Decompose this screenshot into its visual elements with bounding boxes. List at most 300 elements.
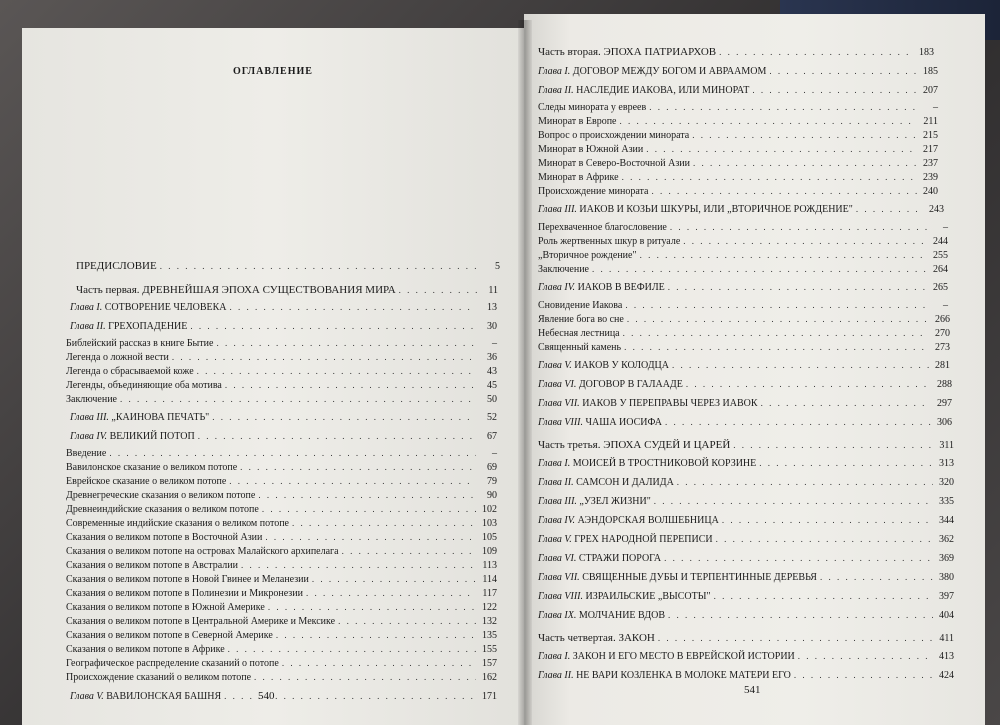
toc-entry-text: Сказания о великом потопе в Центральной Америке и Мексике (66, 616, 336, 627)
toc-entry (538, 328, 950, 339)
toc-entry-text: ЗАКОН И ЕГО МЕСТО В ЕВРЕЙСКОЙ ИСТОРИИ (572, 651, 795, 662)
dot-leader (120, 394, 476, 404)
toc-entry-title (66, 490, 255, 501)
toc-entry-text: ГРЕХОПАДЕНИЕ (108, 321, 188, 332)
toc-entry-title (66, 630, 273, 641)
toc-entry-text: Сновидение Иакова (538, 300, 623, 311)
toc-entry-title (66, 658, 279, 669)
toc-entry-text: Перехваченное благословение (538, 222, 667, 233)
toc-entry-title (66, 380, 222, 391)
toc-entry (538, 458, 954, 469)
toc-entry (538, 66, 938, 77)
toc-entry-page: 103 (482, 518, 497, 529)
toc-entry-page: 335 (939, 496, 954, 507)
toc-entry-label: Глава III. (538, 204, 577, 215)
toc-entry-text: Небесная лестница (538, 328, 620, 339)
page-number-right: 541 (744, 684, 761, 696)
toc-entry-page: 311 (939, 440, 954, 451)
toc-entry-text: Сказания о великом потопе в Восточной Азии (66, 532, 263, 543)
toc-entry-title (66, 672, 251, 683)
toc-entry-text: Географическое распределение сказаний о потопе (66, 658, 279, 669)
dot-leader (241, 560, 476, 570)
toc-entry-label: Глава VII. (538, 398, 580, 409)
toc-entry-page: 266 (935, 314, 950, 325)
dot-leader (254, 672, 476, 682)
toc-entry (538, 85, 938, 96)
toc-entry (66, 574, 497, 585)
toc-entry-text: СТРАЖИ ПОРОГА (578, 553, 662, 564)
toc-entry-text: Вавилонское сказание о великом потопе (66, 462, 238, 473)
toc-entry (538, 398, 952, 409)
toc-entry (538, 670, 954, 681)
toc-entry-text: Современные индийские сказания о великом потопе (66, 518, 289, 529)
dot-leader (312, 574, 476, 584)
toc-entry-text: Сказания о великом потопе в Новой Гвинее и Меланезии (66, 574, 309, 585)
dot-leader (820, 572, 933, 582)
page-number-left: 540 (258, 690, 275, 702)
toc-entry-page: 369 (939, 553, 954, 564)
toc-entry-title (70, 431, 195, 442)
toc-entry-page: 114 (482, 574, 497, 585)
toc-entry-title (538, 458, 756, 469)
dot-leader (761, 398, 931, 408)
toc-entry-title (538, 130, 689, 141)
dot-leader (640, 250, 927, 260)
dot-leader (198, 431, 476, 441)
toc-entry-label: Глава I. (538, 458, 571, 469)
toc-entry (538, 236, 948, 247)
toc-entry (66, 644, 497, 655)
dot-leader (664, 553, 933, 563)
toc-entry (538, 46, 934, 58)
toc-entry-page: 113 (482, 560, 497, 571)
dot-leader (714, 591, 933, 601)
toc-entry-text: Библейский рассказ в книге Бытие (66, 338, 214, 349)
dot-leader (759, 458, 933, 468)
dot-leader (646, 144, 917, 154)
dot-leader (306, 588, 476, 598)
toc-entry-title (66, 588, 303, 599)
dot-leader (399, 285, 477, 295)
toc-entry-page: – (943, 300, 948, 311)
toc-entry (538, 186, 938, 197)
toc-entry-text: САМСОН И ДАЛИДА (576, 477, 674, 488)
toc-entry-title (538, 572, 817, 583)
toc-entry-text: ИАКОВ В ВЕФИЛЕ (577, 282, 665, 293)
toc-entry-page: 237 (923, 158, 938, 169)
toc-entry-page: 217 (923, 144, 938, 155)
toc-entry-page: 270 (935, 328, 950, 339)
toc-entry-text: ЧАША ИОСИФА (585, 417, 662, 428)
toc-entry-page: 288 (937, 379, 952, 390)
left-page (22, 28, 524, 725)
toc-entry-label: Глава IV. (70, 431, 108, 442)
toc-entry-page: 255 (933, 250, 948, 261)
toc-entry-text: Минорат в Южной Азии (538, 144, 644, 155)
toc-entry-text: ИАКОВ И КОЗЬИ ШКУРЫ, ИЛИ „ВТОРИЧНОЕ РОЖДЕНИЕ" (579, 204, 853, 215)
toc-entry-label: Часть третья. (538, 439, 601, 451)
toc-entry (538, 158, 938, 169)
dot-leader (160, 261, 479, 271)
toc-entry-page: 155 (482, 644, 497, 655)
toc-entry-page: 102 (482, 504, 497, 515)
toc-entry (538, 102, 938, 113)
toc-entry-title (538, 314, 624, 325)
toc-entry (66, 448, 497, 459)
dot-leader (683, 236, 927, 246)
toc-entry-label: Глава VI. (538, 553, 577, 564)
dot-leader (268, 602, 476, 612)
toc-entry (66, 658, 497, 669)
toc-entry-label: Глава VIII. (538, 417, 584, 428)
toc-entry-title (538, 85, 749, 96)
dot-leader (620, 116, 918, 126)
toc-entry-page: 69 (487, 462, 497, 473)
toc-entry-label: Глава II. (538, 85, 574, 96)
dot-leader (592, 264, 927, 274)
toc-entry-title (538, 282, 665, 293)
toc-entry-text: СВЯЩЕННЫЕ ДУБЫ И ТЕРПЕНТИННЫЕ ДЕРЕВЬЯ (582, 572, 817, 583)
toc-entry-page: 244 (933, 236, 948, 247)
toc-entry-title (538, 379, 683, 390)
toc-entry (538, 360, 950, 371)
toc-entry (70, 412, 497, 423)
toc-entry (76, 260, 500, 272)
toc-entry-text: Древнеиндийские сказания о великом потопе (66, 504, 259, 515)
toc-entry-text: Происхождение минората (538, 186, 649, 197)
toc-entry-title (538, 670, 791, 681)
toc-entry (66, 616, 497, 627)
dot-leader (212, 412, 476, 422)
toc-entry-text: Еврейское сказание о великом потопе (66, 476, 227, 487)
toc-entry (538, 515, 954, 526)
toc-entry-text: ВАВИЛОНСКАЯ БАШНЯ (106, 691, 222, 702)
toc-entry (538, 130, 938, 141)
toc-entry-text: Следы минората у евреев (538, 102, 647, 113)
dot-leader (752, 85, 917, 95)
toc-entry-page: 243 (929, 204, 944, 215)
toc-entry-title (66, 394, 117, 405)
dot-leader (190, 321, 476, 331)
dot-leader (651, 186, 917, 196)
dot-leader (282, 658, 476, 668)
toc-entry-title (538, 300, 622, 311)
dot-leader (716, 534, 933, 544)
toc-entry-text: Заключение (66, 394, 117, 405)
toc-entry-label: Глава I. (70, 302, 103, 313)
toc-entry (538, 439, 954, 451)
toc-entry-text: ИЗРАИЛЬСКИЕ „ВЫСОТЫ" (585, 591, 711, 602)
toc-entry-title (538, 360, 669, 371)
dot-leader (693, 158, 917, 168)
toc-entry (66, 546, 497, 557)
toc-entry-title (538, 496, 651, 507)
toc-entry (66, 504, 497, 515)
dot-leader (622, 172, 917, 182)
toc-entry-page: 132 (482, 616, 497, 627)
toc-entry-page: 211 (923, 116, 938, 127)
dot-leader (228, 644, 476, 654)
toc-entry (70, 321, 497, 332)
toc-entry-title (538, 102, 646, 113)
toc-entry-label: Глава I. (538, 651, 571, 662)
toc-entry-title (538, 534, 713, 545)
toc-entry-text: ГРЕХ НАРОДНОЙ ПЕРЕПИСИ (574, 534, 713, 545)
dot-leader (109, 448, 476, 458)
toc-entry-page: 404 (939, 610, 954, 621)
toc-entry-title (538, 116, 617, 127)
toc-entry-text: „Вторичное рождение" (538, 250, 637, 261)
toc-entry-text: Минорат в Европе (538, 116, 617, 127)
toc-entry-page: 207 (923, 85, 938, 96)
toc-entry-text: Сказания о великом потопе в Северной Америке (66, 630, 273, 641)
toc-entry-page: – (943, 222, 948, 233)
toc-entry-label: Глава VII. (538, 572, 580, 583)
toc-entry-page: 320 (939, 477, 954, 488)
toc-entry-text: Легенды, объединяющие оба мотива (66, 380, 222, 391)
toc-entry-title (538, 144, 643, 155)
dot-leader (216, 338, 476, 348)
toc-entry-title (66, 602, 265, 613)
toc-entry-page: 117 (482, 588, 497, 599)
toc-entry (66, 672, 497, 683)
toc-entry-text: Явление бога во сне (538, 314, 624, 325)
toc-entry-title (66, 518, 289, 529)
dot-leader (292, 518, 476, 528)
toc-entry-text: ДОГОВОР В ГАЛААДЕ (578, 379, 683, 390)
toc-entry (66, 518, 497, 529)
toc-entry (66, 462, 497, 473)
toc-entry-title (66, 532, 262, 543)
toc-entry-label: Часть первая. (76, 284, 140, 296)
toc-entry-label: Часть вторая. (538, 46, 601, 58)
dot-leader (856, 204, 923, 214)
toc-entry-page: 380 (939, 572, 954, 583)
toc-entry-title (538, 222, 667, 233)
toc-entry-title (538, 158, 690, 169)
toc-entry-label: Глава II. (538, 670, 574, 681)
toc-entry-title (66, 644, 225, 655)
toc-entry-title (70, 412, 209, 423)
toc-entry-title (538, 186, 648, 197)
toc-entry-text: Сказания о великом потопе в Африке (66, 644, 225, 655)
dot-leader (258, 490, 476, 500)
toc-entry-text: Легенда о сбрасываемой коже (66, 366, 194, 377)
toc-entry (538, 264, 948, 275)
toc-entry (76, 284, 498, 296)
toc-entry (538, 300, 948, 311)
toc-entry (66, 380, 497, 391)
toc-entry-title (538, 632, 655, 644)
toc-entry (538, 314, 950, 325)
toc-entry-page: – (492, 338, 497, 349)
toc-entry-page: 52 (487, 412, 497, 423)
toc-entry (66, 630, 497, 641)
toc-entry-text: Введение (66, 448, 107, 459)
toc-entry-title (538, 264, 589, 275)
toc-entry-text: „КАИНОВА ПЕЧАТЬ" (111, 412, 210, 423)
toc-entry-label: Глава IX. (538, 610, 577, 621)
toc-entry (538, 282, 948, 293)
dot-leader (649, 102, 917, 112)
dot-leader (338, 616, 476, 626)
toc-entry-title (66, 448, 106, 459)
toc-entry-page: 105 (482, 532, 497, 543)
toc-entry (66, 352, 497, 363)
dot-leader (692, 130, 917, 140)
toc-entry-label: Глава IV. (538, 282, 576, 293)
toc-entry-label: Глава III. (70, 412, 109, 423)
toc-entry (70, 691, 497, 702)
toc-entry-text: ДРЕВНЕЙШАЯ ЭПОХА СУЩЕСТВОВАНИЯ МИРА (142, 284, 396, 296)
toc-entry-page: – (492, 448, 497, 459)
toc-entry-label: Глава III. (538, 496, 577, 507)
toc-entry-page: 264 (933, 264, 948, 275)
toc-entry-page: 265 (933, 282, 948, 293)
toc-entry-page: 273 (935, 342, 950, 353)
toc-entry (66, 490, 497, 501)
dot-leader (623, 328, 929, 338)
toc-entry-page: 413 (939, 651, 954, 662)
toc-entry-text: Сказания о великом потопе в Австралии (66, 560, 238, 571)
toc-entry-title (538, 398, 758, 409)
toc-entry-text: ПРЕДИСЛОВИЕ (76, 260, 157, 272)
toc-entry-label: Глава V. (538, 534, 572, 545)
toc-entry-title (76, 284, 396, 296)
toc-entry-text: МОЛЧАНИЕ ВДОВ (578, 610, 666, 621)
toc-entry-page: 313 (939, 458, 954, 469)
toc-entry-page: 215 (923, 130, 938, 141)
toc-entry-text: Сказания о великом потопе в Полинезии и Микронезии (66, 588, 303, 599)
toc-entry (538, 651, 954, 662)
toc-entry-label: Глава I. (538, 66, 571, 77)
toc-entry (66, 394, 497, 405)
toc-entry-page: 240 (923, 186, 938, 197)
toc-entry-page: 30 (487, 321, 497, 332)
toc-entry-label: Глава V. (70, 691, 104, 702)
toc-entry-page: 43 (487, 366, 497, 377)
toc-entry-label: Часть четвертая. (538, 632, 616, 644)
toc-entry-title (538, 553, 661, 564)
toc-entry-page: 50 (487, 394, 497, 405)
toc-entry-text: Священный камень (538, 342, 622, 353)
toc-entry-page: 424 (939, 670, 954, 681)
toc-entry-text: Минорат в Северо-Восточной Азии (538, 158, 690, 169)
dot-leader (625, 300, 927, 310)
toc-entry (66, 338, 497, 349)
dot-leader (240, 462, 476, 472)
dot-leader (265, 532, 476, 542)
toc-entry (70, 302, 497, 313)
dot-leader (225, 380, 476, 390)
dot-leader (722, 515, 933, 525)
toc-entry-page: 67 (487, 431, 497, 442)
toc-entry-text: Роль жертвенных шкур в ритуале (538, 236, 681, 247)
right-page (524, 14, 985, 725)
toc-entry-title (538, 591, 711, 602)
toc-entry-title (66, 560, 238, 571)
toc-entry-page: 36 (487, 352, 497, 363)
toc-entry-text: ВЕЛИКИЙ ПОТОП (109, 431, 195, 442)
toc-entry-text: НАСЛЕДИЕ ИАКОВА, ИЛИ МИНОРАТ (576, 85, 750, 96)
toc-entry (538, 572, 954, 583)
toc-entry-title (66, 462, 237, 473)
toc-entry-page: 13 (487, 302, 497, 313)
toc-entry (538, 116, 938, 127)
toc-entry-text: Сказания о великом потопе на островах Малайского архипелага (66, 546, 339, 557)
toc-entry-label: Глава II. (70, 321, 106, 332)
toc-entry-text: Заключение (538, 264, 589, 275)
toc-entry-text: МОИСЕЙ В ТРОСТНИКОВОЙ КОРЗИНЕ (572, 458, 757, 469)
dot-leader (672, 360, 929, 370)
toc-entry-title (538, 172, 619, 183)
toc-entry-page: 157 (482, 658, 497, 669)
toc-entry-text: СОТВОРЕНИЕ ЧЕЛОВЕКА (104, 302, 227, 313)
toc-entry-title (66, 546, 339, 557)
toc-entry-page: 90 (487, 490, 497, 501)
dot-leader (798, 651, 933, 661)
toc-entry-title (76, 260, 157, 272)
toc-entry-text: ДОГОВОР МЕЖДУ БОГОМ И АВРААМОМ (572, 66, 767, 77)
toc-entry-title (538, 477, 674, 488)
toc-entry (538, 477, 954, 488)
toc-entry-page: 239 (923, 172, 938, 183)
toc-entry-title (66, 504, 259, 515)
toc-entry-title (66, 366, 194, 377)
toc-entry-page: 79 (487, 476, 497, 487)
toc-entry-title (538, 328, 620, 339)
toc-entry-page: 11 (488, 285, 498, 296)
toc-entry-page: 135 (482, 630, 497, 641)
dot-leader (658, 633, 933, 643)
right-toc (524, 14, 985, 725)
toc-entry-title (66, 616, 335, 627)
toc-entry (70, 431, 497, 442)
toc-entry-title (66, 338, 213, 349)
toc-heading: ОГЛАВЛЕНИЕ (233, 66, 313, 77)
dot-leader (668, 282, 927, 292)
toc-entry-page: – (933, 102, 938, 113)
toc-entry-title (538, 250, 637, 261)
toc-entry (538, 144, 938, 155)
dot-leader (733, 440, 933, 450)
dot-leader (262, 504, 476, 514)
toc-entry (538, 379, 952, 390)
toc-entry (538, 534, 954, 545)
toc-entry-text: АЭНДОРСКАЯ ВОЛШЕБНИЦА (577, 515, 719, 526)
toc-entry-text: ИАКОВ У ПЕРЕПРАВЫ ЧЕРЕЗ ИАВОК (582, 398, 758, 409)
toc-entry-label: Глава VI. (538, 379, 577, 390)
dot-leader (686, 379, 931, 389)
toc-entry-page: 306 (937, 417, 952, 428)
toc-entry-title (66, 574, 309, 585)
toc-entry-title (66, 476, 226, 487)
toc-entry-text: Легенда о ложной вести (66, 352, 169, 363)
toc-entry-text: ИАКОВ У КОЛОДЦА (574, 360, 669, 371)
dot-leader (229, 476, 476, 486)
toc-entry-page: 185 (923, 66, 938, 77)
toc-entry (538, 610, 954, 621)
toc-entry (66, 588, 497, 599)
dot-leader (677, 477, 933, 487)
dot-leader (197, 366, 476, 376)
toc-entry-label: Глава II. (538, 477, 574, 488)
toc-entry-page: 362 (939, 534, 954, 545)
dot-leader (769, 66, 917, 76)
toc-entry (538, 591, 954, 602)
toc-entry-title (538, 610, 665, 621)
toc-entry-page: 344 (939, 515, 954, 526)
